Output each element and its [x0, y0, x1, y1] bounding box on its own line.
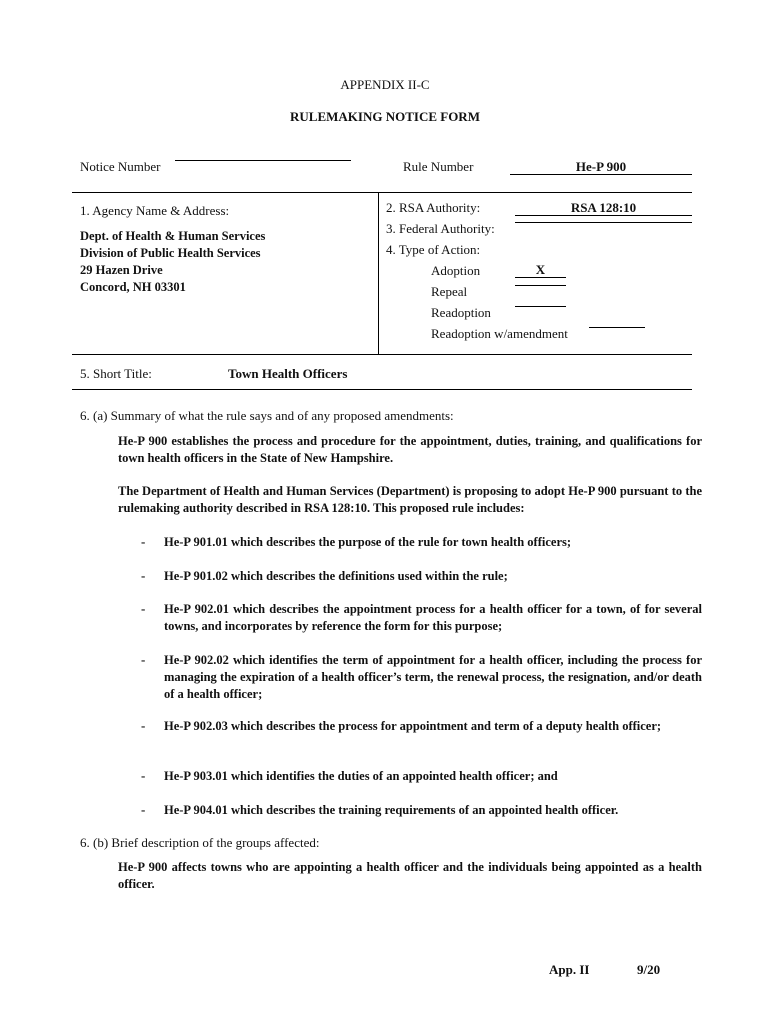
bullet-dash: -	[141, 768, 146, 783]
action-adoption-label: Adoption	[431, 263, 481, 278]
section-6b-paragraph: He-P 900 affects towns who are appointing a health officer and the individuals being appointed as a health officer.	[118, 860, 702, 891]
bullet-item: He-P 901.01 which describes the purpose of the rule for town health officers;	[164, 535, 572, 549]
rsa-label: 2. RSA Authority:	[386, 200, 481, 215]
box-top-rule	[72, 192, 692, 193]
bullet-dash: -	[141, 568, 146, 583]
rule-number-label: Rule Number	[403, 159, 474, 174]
agency-line: Division of Public Health Services	[80, 246, 261, 260]
short-title-value: Town Health Officers	[228, 366, 348, 381]
short-title-rule	[72, 389, 692, 390]
action-readoption-amend-label: Readoption w/amendment	[431, 326, 568, 341]
section-6a-label: 6. (a) Summary of what the rule says and of any proposed amendments:	[80, 408, 454, 423]
bullet-item: He-P 903.01 which identifies the duties of an appointed health officer; and	[164, 769, 558, 783]
bullet-dash: -	[141, 802, 146, 817]
appendix-label: APPENDIX II-C	[340, 77, 430, 92]
bullet-item: He-P 904.01 which describes the training requirements of an appointed health officer.	[164, 803, 619, 817]
bullet-item: He-P 901.02 which describes the definitions used within the rule;	[164, 569, 508, 583]
footer-date: 9/20	[637, 962, 661, 977]
action-repeal-field[interactable]	[515, 285, 566, 286]
bullet-dash: -	[141, 652, 146, 667]
bullet-item: He-P 902.01 which describes the appointment process for a health officer for a town, of for several towns, and incorporates by reference the form for this purpose;	[164, 602, 702, 633]
box-bottom-rule	[72, 354, 692, 355]
agency-line: Dept. of Health & Human Services	[80, 229, 266, 243]
bullet-dash: -	[141, 601, 146, 616]
rsa-field[interactable]: RSA 128:10	[515, 201, 692, 216]
action-repeal-label: Repeal	[431, 284, 468, 299]
short-title-label: 5. Short Title:	[80, 366, 152, 381]
box-divider	[378, 192, 379, 354]
section-6a-paragraph: The Department of Health and Human Services (Department) is proposing to adopt He-P 900 pursuant to the rulemaking authority described in RSA 128:10. This proposed rule includes:	[118, 484, 702, 515]
notice-number-label: Notice Number	[80, 159, 161, 174]
action-readoption-amend-field[interactable]	[589, 327, 645, 328]
agency-label: 1. Agency Name & Address:	[80, 203, 230, 218]
footer-appendix: App. II	[549, 962, 590, 977]
bullet-item: He-P 902.03 which describes the process for appointment and term of a deputy health officer;	[164, 719, 662, 733]
bullet-dash: -	[141, 718, 146, 733]
notice-number-field[interactable]	[175, 160, 351, 161]
federal-label: 3. Federal Authority:	[386, 221, 495, 236]
section-6b-label: 6. (b) Brief description of the groups affected:	[80, 835, 320, 850]
agency-line: Concord, NH 03301	[80, 280, 186, 294]
form-title: RULEMAKING NOTICE FORM	[290, 109, 480, 124]
agency-line: 29 Hazen Drive	[80, 263, 163, 277]
action-readoption-field[interactable]	[515, 306, 566, 307]
action-label: 4. Type of Action:	[386, 242, 481, 257]
action-readoption-label: Readoption	[431, 305, 491, 320]
action-adoption-field[interactable]: X	[515, 263, 566, 278]
section-6a-paragraph: He-P 900 establishes the process and procedure for the appointment, duties, training, and qualifications for town health officers in the State of New Hampshire.	[118, 434, 702, 465]
federal-field[interactable]	[515, 222, 692, 223]
bullet-item: He-P 902.02 which identifies the term of appointment for a health officer, including the process for managing the expiration of a health officer’s term, the renewal process, the resignation, and/or death of a health officer;	[164, 653, 702, 701]
bullet-dash: -	[141, 534, 146, 549]
rule-number-field[interactable]: He-P 900	[510, 160, 692, 175]
